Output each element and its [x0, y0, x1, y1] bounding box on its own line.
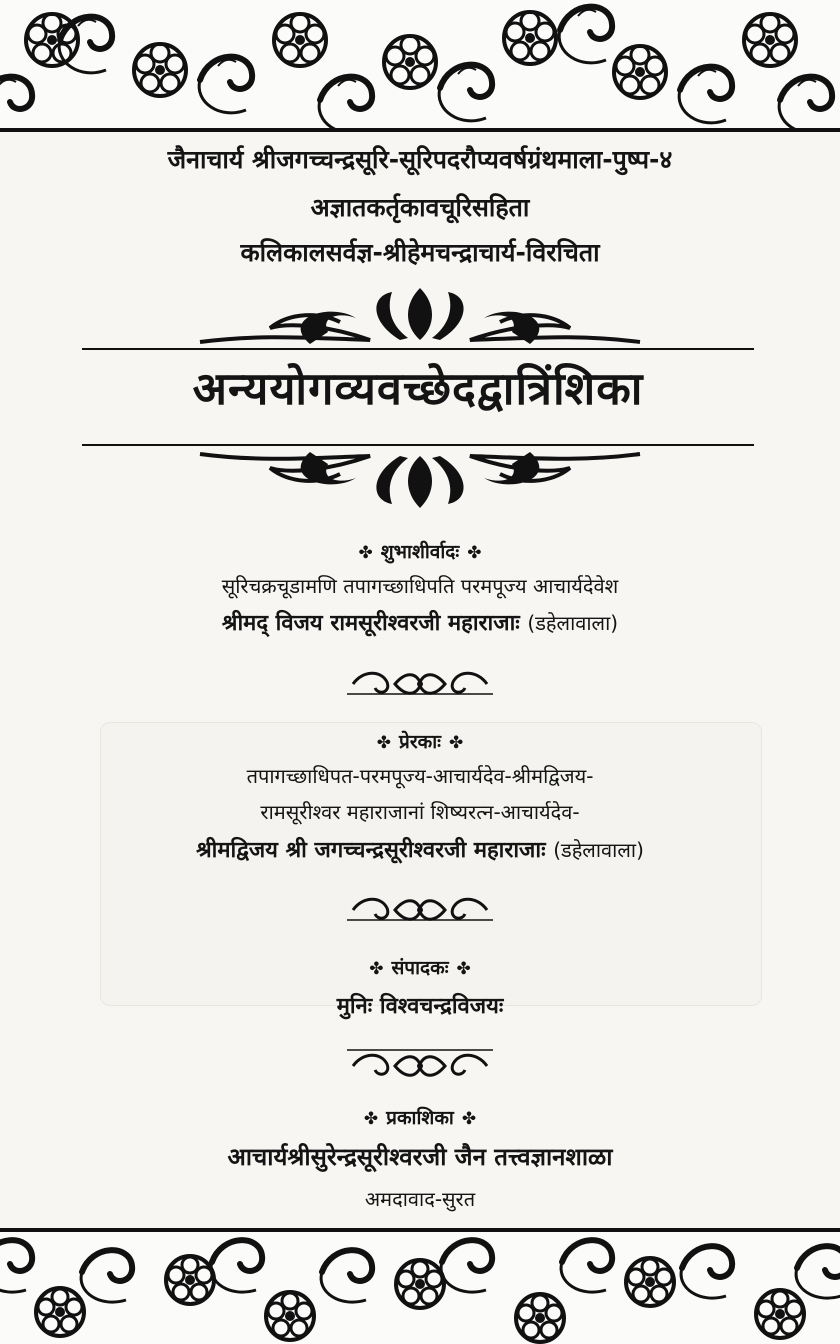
bottom-floral-border: [0, 1228, 840, 1344]
blessing-name: श्रीमद् विजय रामसूरीश्वरजी महाराजाः: [221, 611, 520, 636]
lotus-ornament-icon: [160, 282, 680, 348]
series-line: जैनाचार्य श्रीजगच्चन्द्रसूरि-सूरिपदरौप्यवर्षग्रंथमाला-पुष्प-४: [167, 145, 673, 174]
inspirer-suffix: (डहेलावाला): [553, 838, 644, 862]
publisher-place: अमदावाद-सुरत: [364, 1187, 476, 1211]
flourish-icon: [345, 666, 495, 702]
floral-pattern-top: [0, 0, 840, 128]
top-floral-border: [0, 0, 840, 132]
publisher-name: आचार्यश्रीसुरेन्द्रसूरीश्वरजी जैन तत्त्वज्ञानशाळा: [227, 1143, 613, 1171]
flourish-icon: [345, 892, 495, 928]
ornament-right-icon: ✤: [461, 1109, 477, 1129]
inspirer-heading: [0, 728, 840, 754]
ornament-right-icon: ✤: [467, 543, 482, 563]
ornament-left-icon: ✤: [358, 543, 373, 563]
ornament-left-icon: ✤: [376, 733, 392, 753]
main-title: अन्ययोगव्यवच्छेदद्वात्रिंशिका: [192, 362, 644, 415]
divider-flourish-2: [0, 892, 840, 928]
lotus-ornament-inverted-icon: [160, 448, 680, 514]
publisher-heading-text: प्रकाशिका: [386, 1107, 454, 1129]
title-rule-bottom: [82, 444, 754, 446]
editor-name: मुनिः विश्वचन्द्रविजयः: [336, 994, 504, 1019]
title-ornament-bottom: [0, 448, 840, 514]
flourish-icon: [345, 1044, 495, 1084]
divider-flourish-1: [0, 666, 840, 702]
divider-flourish-3: [0, 1044, 840, 1084]
inspirer-name: श्रीमद्विजय श्री जगच्चन्द्रसूरीश्वरजी महाराजाः: [196, 838, 546, 863]
inspirer-line1: तपागच्छाधिपत-परमपूज्य-आचार्यदेव-श्रीमद्विजय-: [246, 764, 594, 788]
blessing-line1: सूरिचक्रचूडामणि तपागच्छाधिपति परमपूज्य आचार्यदेवेश: [221, 574, 619, 598]
author-line: कलिकालसर्वज्ञ-श्रीहेमचन्द्राचार्य-विरचिता: [240, 238, 600, 267]
subtitle: अज्ञातकर्तृकावचूरिसहिता: [310, 193, 530, 222]
title-rule-top: [82, 348, 754, 350]
inspirer-line2: रामसूरीश्वर महाराजानां शिष्यरत्न-आचार्यदेव-: [260, 800, 580, 824]
title-ornament-top: [0, 282, 840, 348]
editor-heading: [0, 954, 840, 980]
blessing-heading: [0, 538, 840, 564]
ornament-right-icon: ✤: [456, 959, 471, 979]
ornament-right-icon: ✤: [448, 733, 464, 753]
floral-pattern-bottom: [0, 1232, 840, 1344]
editor-heading-text: संपादकः: [391, 957, 449, 979]
blessing-heading-text: शुभाशीर्वादः: [380, 541, 460, 563]
inspirer-heading-text: प्रेरकाः: [399, 731, 441, 753]
blessing-suffix: (डहेलावाला): [527, 611, 619, 635]
inspirer-name-line: [0, 834, 840, 864]
ornament-left-icon: ✤: [369, 959, 384, 979]
ornament-left-icon: ✤: [363, 1109, 379, 1129]
publisher-heading: [0, 1104, 840, 1130]
blessing-name-line: [0, 607, 840, 637]
